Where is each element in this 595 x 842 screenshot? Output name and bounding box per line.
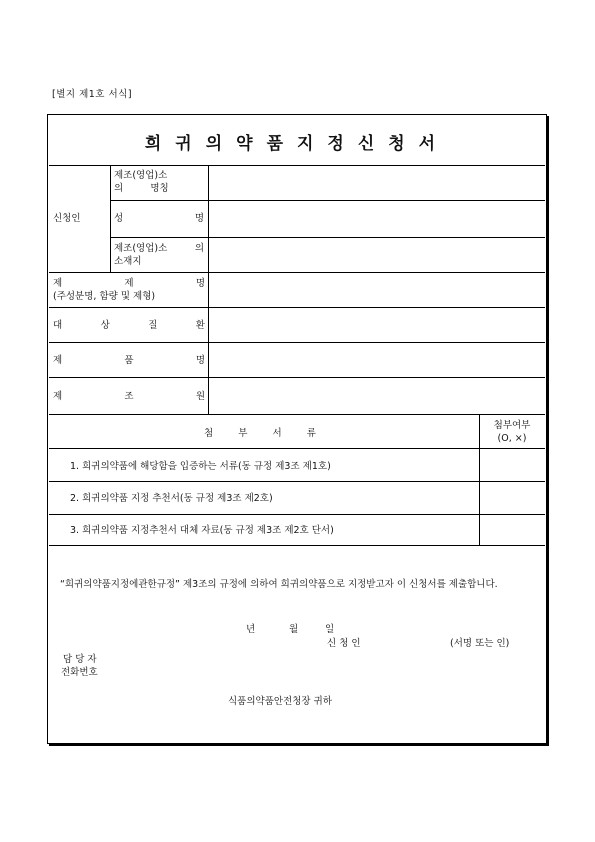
- signature-label: 신 청 인: [327, 638, 361, 649]
- label-part: 소재지: [114, 256, 142, 267]
- target-disease-field[interactable]: [209, 308, 544, 341]
- form-number-label: [별지 제1호 서식]: [52, 89, 133, 100]
- divider: [49, 448, 545, 449]
- label-part: 의: [194, 243, 204, 254]
- applicant-name-label: [114, 212, 204, 225]
- label-char: 질: [148, 320, 158, 331]
- status-header-line: (O, ×): [497, 433, 527, 444]
- manufacturer-label: [53, 390, 205, 403]
- form-title: 희귀의약품지정신청서: [144, 133, 450, 154]
- label-char: 품: [124, 355, 134, 366]
- signature-note: (서명 또는 인): [450, 638, 510, 649]
- applicant-name-field[interactable]: [209, 201, 544, 236]
- business-address-label: [114, 242, 204, 268]
- date-month: 월: [289, 624, 299, 635]
- attachment-item: 3. 희귀의약품 지정추천서 대체 자료(동 규정 제3조 제2호 단서): [70, 525, 334, 536]
- label-char: 환: [195, 320, 205, 331]
- divider: [49, 414, 545, 415]
- label-char: 명: [195, 278, 205, 289]
- business-address-field[interactable]: [209, 238, 544, 271]
- label-char: 제: [53, 355, 63, 366]
- attachments-header: [204, 427, 316, 440]
- manager-label: 담 당 자: [63, 654, 97, 665]
- label-char: 명: [195, 355, 205, 366]
- attachment-check-field[interactable]: [480, 449, 544, 480]
- business-name-field[interactable]: [209, 166, 544, 199]
- declaration-text: “희귀의약품지정에관한규정” 제3조의 규정에 의하여 희귀의약품으로 지정받고자 이 신청서를 제출합니다.: [60, 579, 498, 590]
- label-char: 류: [306, 428, 316, 439]
- date-year: 년: [246, 624, 256, 635]
- manufacturer-field[interactable]: [209, 378, 544, 413]
- label-char: 제: [124, 278, 134, 289]
- label-part: 명: [194, 213, 204, 224]
- item-name-field[interactable]: [209, 343, 544, 376]
- divider: [49, 514, 545, 515]
- phone-label: 전화번호: [61, 667, 98, 678]
- divider: [49, 545, 545, 546]
- label-char: 상: [100, 320, 110, 331]
- target-disease-label: [53, 319, 205, 332]
- label-char: 제: [53, 278, 63, 289]
- item-name-label: [53, 354, 205, 367]
- label-char: 제: [53, 391, 63, 402]
- label-part: 제조(영업)소: [114, 243, 168, 254]
- status-header-line: 첨부여부: [493, 420, 531, 431]
- product-name-sublabel: (주성분명, 함량 및 제형): [53, 291, 156, 302]
- divider: [49, 481, 545, 482]
- attachment-check-field[interactable]: [480, 482, 544, 513]
- date-day: 일: [325, 624, 335, 635]
- label-char: 조: [124, 391, 134, 402]
- business-name-label: 제조(영업)소 의 명칭: [114, 170, 169, 194]
- label-part: 성: [114, 213, 124, 224]
- attached-status-header: [480, 419, 544, 445]
- label-char: 원: [195, 391, 205, 402]
- addressee: 식품의약품안전청장 귀하: [228, 696, 332, 707]
- attachment-check-field[interactable]: [480, 515, 544, 544]
- product-name-field[interactable]: [209, 273, 544, 306]
- label-char: 부: [238, 428, 248, 439]
- attachment-item: 2. 희귀의약품 지정 추천서(동 규정 제3조 제2호): [70, 493, 273, 504]
- divider: [110, 165, 111, 272]
- product-name-label: [53, 277, 205, 303]
- attachment-item: 1. 희귀의약품에 해당함을 입증하는 서류(동 규정 제3조 제1호): [70, 461, 331, 472]
- applicant-group-label: 신청인: [53, 213, 81, 224]
- label-char: 첨: [204, 428, 214, 439]
- label-char: 서: [272, 428, 282, 439]
- label-char: 대: [53, 320, 63, 331]
